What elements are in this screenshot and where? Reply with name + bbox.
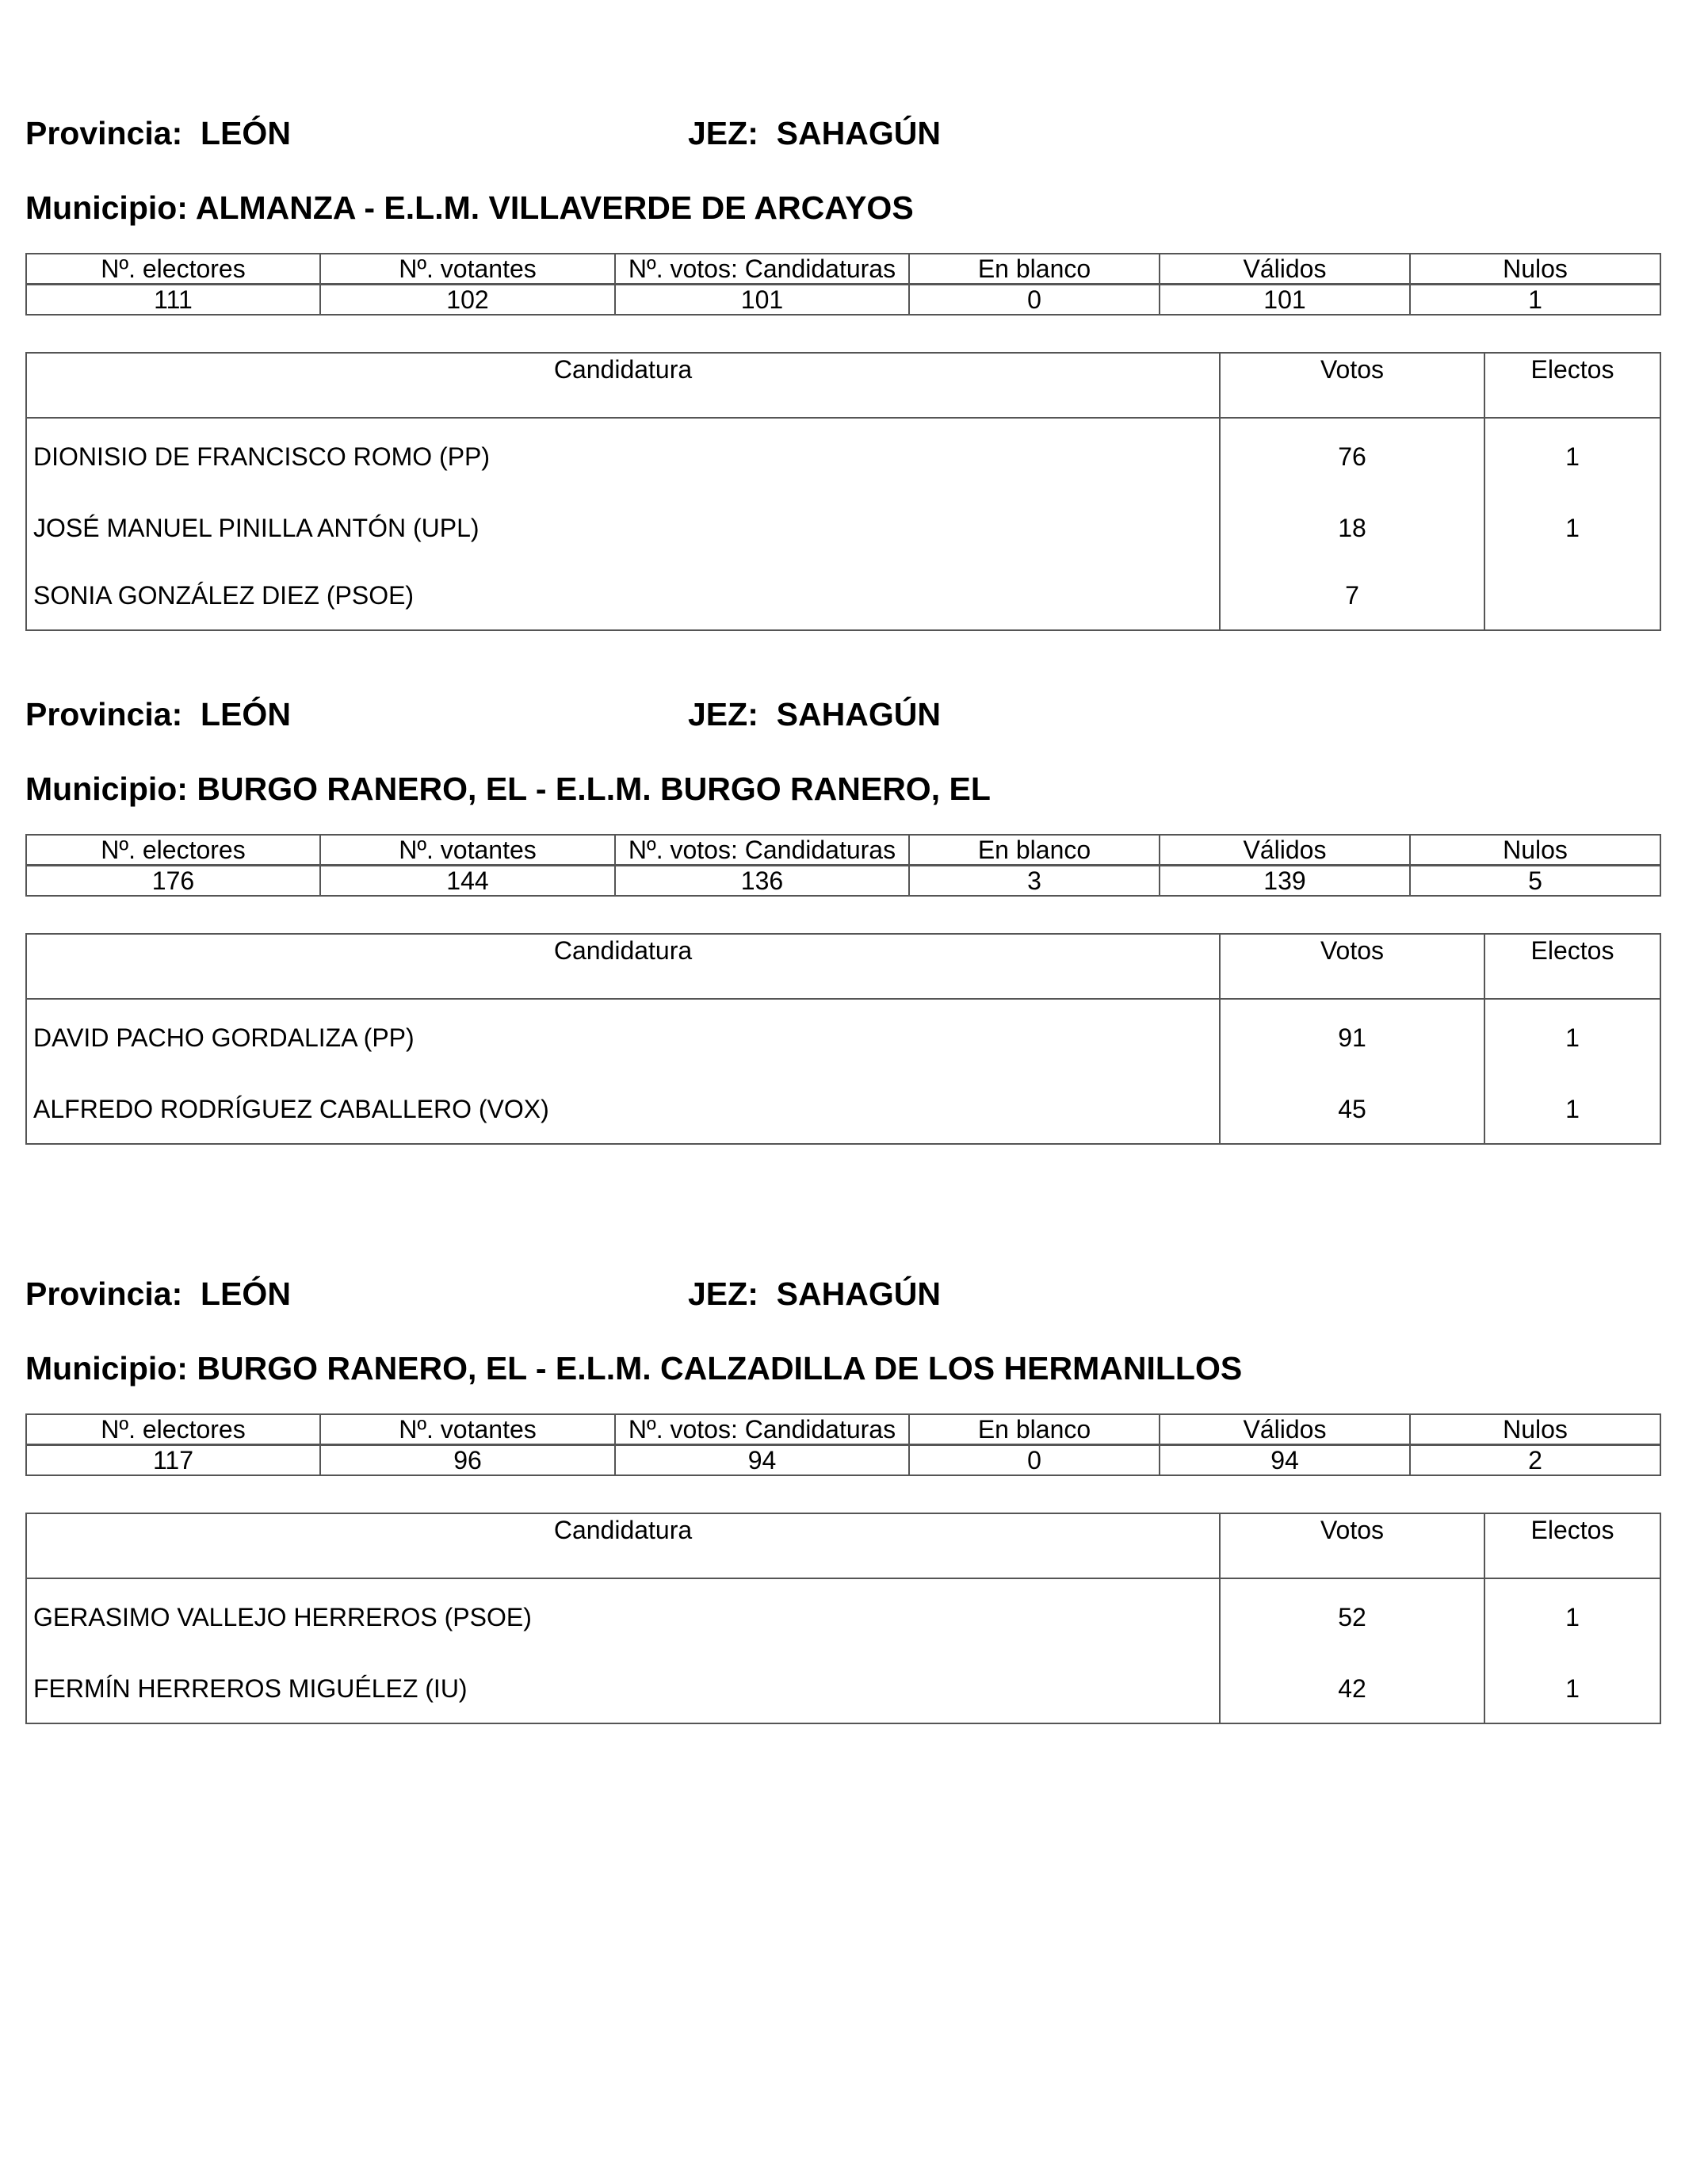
stats-header-row <box>26 1414 1660 1445</box>
electos-header: Electos <box>1484 353 1660 418</box>
votantes-value: 96 <box>320 1445 615 1476</box>
candidate-name: FERMÍN HERREROS MIGUÉLEZ (IU) <box>26 1655 1220 1723</box>
stats-header: Válidos <box>1160 254 1410 285</box>
municipality-value: BURGO RANERO, EL - E.L.M. CALZADILLA DE LOS HERMANILLOS <box>197 1350 1243 1387</box>
province-label: Provincia: <box>25 1276 183 1312</box>
stats-header: En blanco <box>909 835 1160 866</box>
municipality-label: Municipio: <box>25 1350 188 1387</box>
jez-value: SAHAGÚN <box>776 696 941 732</box>
stats-header: Nº. electores <box>26 1414 320 1445</box>
stats-header: Nº. votos: Candidaturas <box>615 254 909 285</box>
votos-candidaturas-value: 136 <box>615 866 909 897</box>
municipality-title <box>25 769 1660 809</box>
electos-header: Electos <box>1484 1513 1660 1578</box>
candidate-elected <box>1484 562 1660 630</box>
stats-header: Nº. votos: Candidaturas <box>615 1414 909 1445</box>
validos-value: 139 <box>1160 866 1410 897</box>
candidate-votes: 52 <box>1220 1578 1484 1655</box>
stats-table <box>25 1413 1661 1476</box>
candidatura-header: Candidatura <box>26 353 1220 418</box>
candidate-name: DAVID PACHO GORDALIZA (PP) <box>26 999 1220 1076</box>
candidatura-header: Candidatura <box>26 934 1220 999</box>
stats-header: En blanco <box>909 1414 1160 1445</box>
stats-header: Nulos <box>1410 254 1660 285</box>
candidates-header-row <box>26 934 1660 999</box>
votos-header: Votos <box>1220 1513 1484 1578</box>
en-blanco-value: 0 <box>909 285 1160 316</box>
province-row <box>25 694 1660 734</box>
candidate-elected: 1 <box>1484 418 1660 495</box>
province <box>25 694 291 734</box>
stats-header: Nº. votos: Candidaturas <box>615 835 909 866</box>
province <box>25 1274 291 1314</box>
jez <box>688 1274 941 1314</box>
candidate-votes: 45 <box>1220 1076 1484 1144</box>
municipality-value: ALMANZA - E.L.M. VILLAVERDE DE ARCAYOS <box>195 189 914 226</box>
stats-header: Válidos <box>1160 835 1410 866</box>
stats-header: Nº. electores <box>26 254 320 285</box>
municipality-block <box>25 1274 1660 1724</box>
candidate-votes: 91 <box>1220 999 1484 1076</box>
stats-table <box>25 253 1661 316</box>
jez-value: SAHAGÚN <box>776 1276 941 1312</box>
jez-label: JEZ: <box>688 115 758 151</box>
candidate-votes: 42 <box>1220 1655 1484 1723</box>
jez-label: JEZ: <box>688 696 758 732</box>
votos-candidaturas-value: 101 <box>615 285 909 316</box>
candidate-row <box>26 418 1660 495</box>
municipality-block <box>25 113 1660 631</box>
candidate-row <box>26 999 1660 1076</box>
municipality-block <box>25 694 1660 1145</box>
candidate-row <box>26 562 1660 630</box>
votos-header: Votos <box>1220 353 1484 418</box>
candidates-header-row <box>26 1513 1660 1578</box>
province-label: Provincia: <box>25 696 183 732</box>
municipality-title <box>25 1348 1660 1388</box>
candidate-elected: 1 <box>1484 1578 1660 1655</box>
municipality-label: Municipio: <box>25 771 188 807</box>
province <box>25 113 291 153</box>
province-row <box>25 113 1660 153</box>
jez <box>688 113 941 153</box>
votos-header: Votos <box>1220 934 1484 999</box>
candidate-name: DIONISIO DE FRANCISCO ROMO (PP) <box>26 418 1220 495</box>
stats-header: Válidos <box>1160 1414 1410 1445</box>
stats-header: Nº. votantes <box>320 1414 615 1445</box>
stats-value-row <box>26 285 1660 316</box>
candidate-votes: 7 <box>1220 562 1484 630</box>
candidate-votes: 18 <box>1220 495 1484 562</box>
nulos-value: 1 <box>1410 285 1660 316</box>
electores-value: 176 <box>26 866 320 897</box>
candidate-elected: 1 <box>1484 495 1660 562</box>
stats-header: En blanco <box>909 254 1160 285</box>
candidate-elected: 1 <box>1484 1076 1660 1144</box>
province-row <box>25 1274 1660 1314</box>
candidate-elected: 1 <box>1484 999 1660 1076</box>
candidate-row <box>26 1578 1660 1655</box>
province-value: LEÓN <box>201 115 291 151</box>
stats-header: Nº. votantes <box>320 254 615 285</box>
candidate-row <box>26 495 1660 562</box>
electos-header: Electos <box>1484 934 1660 999</box>
candidate-name: GERASIMO VALLEJO HERREROS (PSOE) <box>26 1578 1220 1655</box>
electores-value: 111 <box>26 285 320 316</box>
en-blanco-value: 3 <box>909 866 1160 897</box>
stats-header: Nulos <box>1410 1414 1660 1445</box>
en-blanco-value: 0 <box>909 1445 1160 1476</box>
candidate-name: JOSÉ MANUEL PINILLA ANTÓN (UPL) <box>26 495 1220 562</box>
municipality-title <box>25 188 1660 228</box>
candidate-row <box>26 1655 1660 1723</box>
province-value: LEÓN <box>201 1276 291 1312</box>
stats-header: Nº. votantes <box>320 835 615 866</box>
jez-label: JEZ: <box>688 1276 758 1312</box>
candidate-name: ALFREDO RODRÍGUEZ CABALLERO (VOX) <box>26 1076 1220 1144</box>
electores-value: 117 <box>26 1445 320 1476</box>
jez-value: SAHAGÚN <box>776 115 941 151</box>
candidate-elected: 1 <box>1484 1655 1660 1723</box>
stats-header-row <box>26 835 1660 866</box>
votantes-value: 144 <box>320 866 615 897</box>
jez <box>688 694 941 734</box>
municipality-value: BURGO RANERO, EL - E.L.M. BURGO RANERO, EL <box>197 771 991 807</box>
stats-value-row <box>26 1445 1660 1476</box>
votos-candidaturas-value: 94 <box>615 1445 909 1476</box>
municipality-label: Municipio: <box>25 189 188 226</box>
stats-table <box>25 834 1661 897</box>
candidate-name: SONIA GONZÁLEZ DIEZ (PSOE) <box>26 562 1220 630</box>
stats-header: Nº. electores <box>26 835 320 866</box>
province-label: Provincia: <box>25 115 183 151</box>
candidate-row <box>26 1076 1660 1144</box>
candidates-table <box>25 352 1661 631</box>
candidatura-header: Candidatura <box>26 1513 1220 1578</box>
validos-value: 94 <box>1160 1445 1410 1476</box>
candidate-votes: 76 <box>1220 418 1484 495</box>
votantes-value: 102 <box>320 285 615 316</box>
nulos-value: 2 <box>1410 1445 1660 1476</box>
stats-header-row <box>26 254 1660 285</box>
candidates-table <box>25 933 1661 1145</box>
candidates-header-row <box>26 353 1660 418</box>
nulos-value: 5 <box>1410 866 1660 897</box>
candidates-table <box>25 1513 1661 1724</box>
stats-header: Nulos <box>1410 835 1660 866</box>
province-value: LEÓN <box>201 696 291 732</box>
stats-value-row <box>26 866 1660 897</box>
validos-value: 101 <box>1160 285 1410 316</box>
